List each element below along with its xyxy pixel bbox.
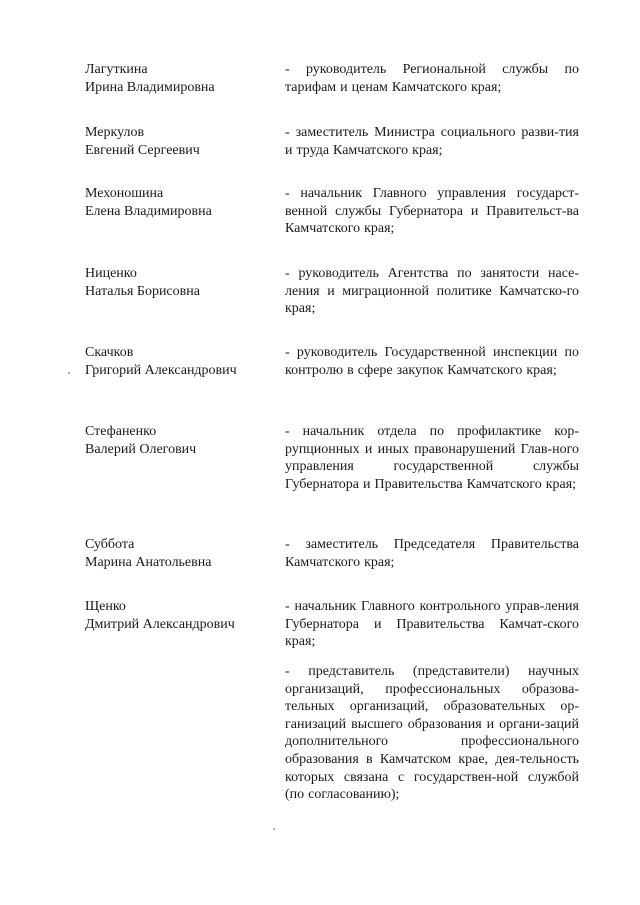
member-role: - руководитель Государственной инспекции по контролю в сфере закупок Камчатского края; xyxy=(285,345,579,378)
member-surname: Ниценко xyxy=(85,266,137,281)
scan-speck xyxy=(273,828,275,830)
member-name xyxy=(85,598,275,634)
member-given-names: Наталья Борисовна xyxy=(85,284,200,299)
member-surname: Скачков xyxy=(85,345,134,360)
member-role: - заместитель Председателя Правительства Камчатского края; xyxy=(285,537,579,570)
member-role: - руководитель Региональной службы по тарифам и ценам Камчатского края; xyxy=(285,62,579,95)
member-given-names: Евгений Сергеевич xyxy=(85,143,200,158)
representatives-role: - представитель (представители) научных организаций, профессиональных образова-тельных организаций, образовательных ор-ганизаций высшего образования и органи-заций дополнительного профессионального образования в Камчатском крае, дея-тельность которых связана с государствен-ной службой (по согласованию); xyxy=(285,664,579,803)
member-given-names: Валерий Олегович xyxy=(85,442,197,457)
scan-speck xyxy=(282,790,283,791)
member-name xyxy=(85,124,275,160)
member-given-names: Ирина Владимировна xyxy=(85,80,215,95)
member-role: - руководитель Агентства по занятости насе-ления и миграционной политике Камчатско-го края; xyxy=(285,266,579,317)
member-given-names: Дмитрий Александрович xyxy=(85,617,235,632)
member-surname: Меркулов xyxy=(85,125,145,140)
member-name xyxy=(85,61,275,97)
member-surname: Мехоношина xyxy=(85,186,164,201)
member-name xyxy=(85,344,275,380)
member-given-names: Елена Владимировна xyxy=(85,204,212,219)
member-name xyxy=(85,185,275,221)
member-surname: Суббота xyxy=(85,537,135,552)
member-name xyxy=(85,423,275,459)
member-surname: Лагуткина xyxy=(85,62,148,77)
member-surname: Щенко xyxy=(85,599,126,614)
member-given-names: Григорий Александрович xyxy=(85,363,237,378)
member-role: - начальник отдела по профилактике кор-рупционных и иных правонарушений Глав-ного управления государственной службы Губернатора и Правительства Камчатского края; xyxy=(285,424,579,492)
scan-speck xyxy=(68,372,70,374)
member-given-names: Марина Анатольевна xyxy=(85,555,212,570)
member-role: - начальник Главного управления государст-венной службы Губернатора и Правительст-ва Камчатского края; xyxy=(285,186,579,237)
member-role: - заместитель Министра социального разви-тия и труда Камчатского края; xyxy=(285,125,579,158)
member-name xyxy=(85,265,275,301)
member-name xyxy=(85,536,275,572)
member-role: - начальник Главного контрольного управ-ления Губернатора и Правительства Камчат-ского края; xyxy=(285,599,579,650)
member-surname: Стефаненко xyxy=(85,424,157,439)
